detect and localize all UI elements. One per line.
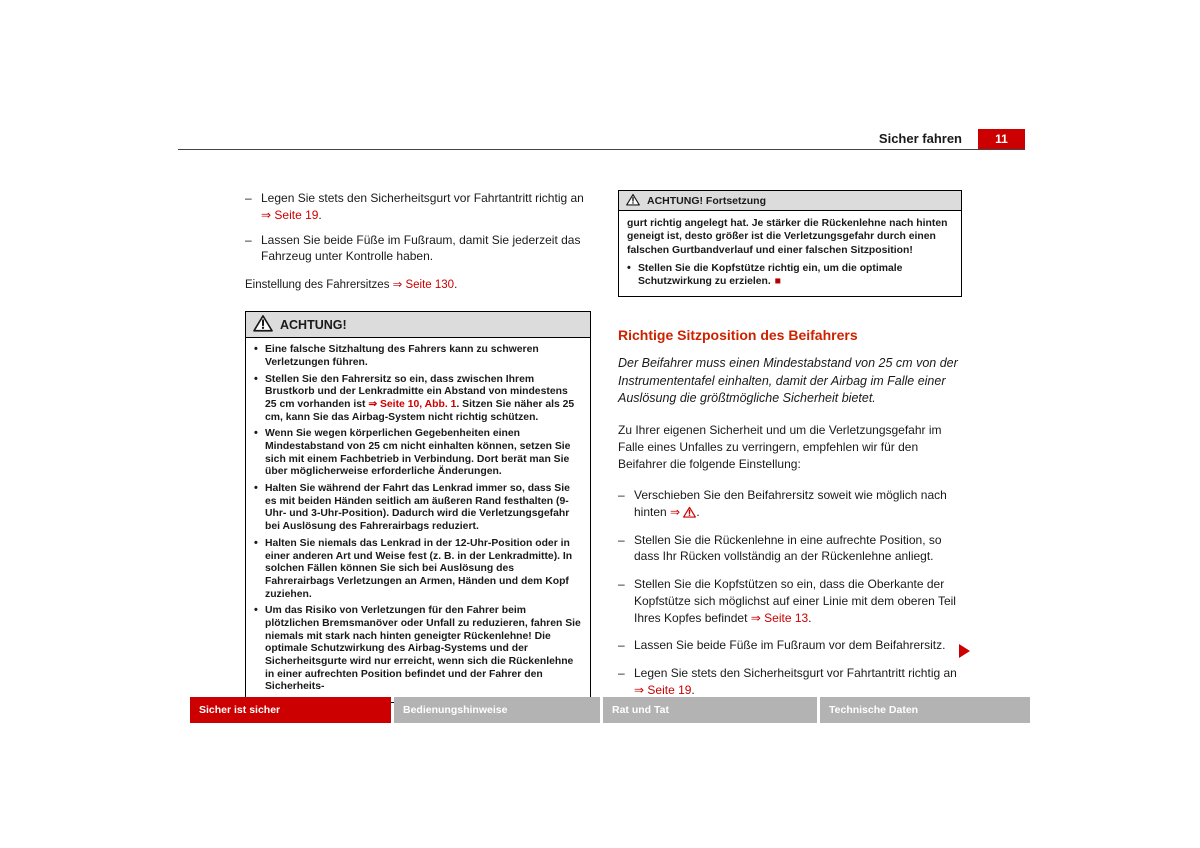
footer-nav bbox=[190, 697, 1030, 723]
item-text: Stellen Sie die Rückenlehne in eine aufrechte Position, so dass Ihr Rücken vollständig an der Rückenlehne anliegt. bbox=[634, 532, 942, 564]
warning-item bbox=[254, 483, 582, 534]
list-item bbox=[245, 232, 591, 266]
item-text: Legen Sie stets den Sicherheitsgurt vor Fahrtantritt richtig an bbox=[634, 666, 957, 681]
warning-text: Halten Sie während der Fahrt das Lenkrad immer so, dass Sie es mit beiden Händen seitlich am äußeren Rand festhalten (9-Uhr- und 3-Uhr-Position). Dadurch wird die Verletzungsgefahr bei Auslösung des Fahrerairbags reduziert. bbox=[265, 483, 570, 533]
warning-triangle-icon bbox=[626, 193, 640, 209]
item-text: Legen Sie stets den Sicherheitsgurt vor Fahrtantritt richtig an bbox=[261, 191, 584, 205]
warning-text: Um das Risiko von Verletzungen für den Fahrer beim plötzlichen Bremsmanöver oder Unfall zu reduzieren, fahren Sie niemals mit stark nach hinten geneigter Rückenlehne! Die optimale Schutzwirkung des Airbag-Systems und der Sicherheitsgurte wird nur erreicht, wenn sich die Rückenlehne in einer aufrechten Position befindet und der Fahrer den Sicherheits- bbox=[265, 605, 581, 693]
warning-icon bbox=[683, 505, 696, 519]
page-reference-link[interactable]: ⇒ Seite 13 bbox=[750, 610, 809, 625]
item-text-end: . bbox=[318, 207, 322, 222]
item-text-end: . bbox=[808, 610, 812, 625]
footer-tab-label: Bedienungshinweise bbox=[403, 704, 508, 716]
section-heading: Richtige Sitzposition des Beifahrers bbox=[618, 327, 858, 344]
footer-tab-label: Technische Daten bbox=[829, 704, 919, 716]
footer-tab-rat-und-tat[interactable] bbox=[603, 697, 817, 723]
note-text-end: . bbox=[454, 279, 458, 292]
item-text: Stellen Sie die Kopfstützen so ein, dass die Oberkante der Kopfstütze sich möglichst auf einer Linie mit dem oberen Teil Ihres Kopfes befindet bbox=[634, 577, 956, 625]
warning-text: Stellen Sie den Fahrersitz so ein, dass zwischen Ihrem Brustkorb und der Lenkradmitte ein Abstand von mindestens 25 cm vorhanden ist bbox=[265, 373, 568, 410]
page-number-badge: 11 bbox=[978, 129, 1025, 149]
warning-item bbox=[627, 263, 953, 288]
list-item bbox=[618, 487, 962, 521]
warning-item bbox=[254, 428, 582, 479]
warning-title: ACHTUNG! bbox=[280, 317, 347, 332]
warning-text: Wenn Sie wegen körperlichen Gegebenheiten einen Mindestabstand von 25 cm nicht einhalten können, setzen Sie sich mit einem Fachbetrieb in Verbindung. Dort berät man Sie über möglicherweise erforderliche Änderungen. bbox=[265, 428, 571, 478]
warning-continuation-title: ACHTUNG! Fortsetzung bbox=[647, 194, 766, 207]
passenger-instruction-list bbox=[618, 487, 962, 699]
body-paragraph: Zu Ihrer eigenen Sicherheit und um die Verletzungsgefahr im Falle eines Unfalles zu verringern, empfehlen wir für den Beifahrer die folgende Einstellung: bbox=[618, 422, 942, 471]
note-text: Einstellung des Fahrersitzes bbox=[245, 279, 393, 292]
page-reference-link[interactable]: ⇒ Seite 130 bbox=[392, 279, 455, 292]
item-text: Verschieben Sie den Beifahrersitz soweit wie möglich nach hinten bbox=[634, 487, 947, 519]
list-item bbox=[618, 665, 962, 699]
header-divider bbox=[178, 149, 1025, 150]
item-text: Lassen Sie beide Füße im Fußraum, damit Sie jederzeit das Fahrzeug unter Kontrolle haben. bbox=[261, 232, 581, 264]
item-text: Lassen Sie beide Füße im Fußraum vor dem Beifahrersitz. bbox=[634, 638, 946, 653]
warning-item bbox=[254, 344, 582, 369]
lead-paragraph: Der Beifahrer muss einen Mindestabstand von 25 cm von der Instrumententafel einhalten, damit der Airbag im Falle einer Auslösung die größtmögliche Sicherheit bietet. bbox=[618, 356, 958, 406]
warning-triangle-icon bbox=[253, 314, 273, 335]
warning-continuation-body bbox=[619, 211, 961, 296]
warning-item bbox=[254, 374, 582, 425]
page-reference-link[interactable]: ⇒ Seite 19 bbox=[261, 207, 319, 222]
warning-text: Eine falsche Sitzhaltung des Fahrers kann zu schweren Verletzungen führen. bbox=[265, 344, 539, 368]
footer-tab-sicher-ist-sicher[interactable] bbox=[190, 697, 391, 723]
left-column bbox=[245, 190, 591, 703]
section-end-marker: ■ bbox=[774, 275, 782, 287]
page-reference-link[interactable]: ⇒ Seite 19 bbox=[634, 683, 692, 698]
warning-continuation-box bbox=[618, 190, 962, 297]
warning-box-header bbox=[246, 312, 590, 338]
item-text-end: . bbox=[696, 504, 700, 519]
warning-box bbox=[245, 311, 591, 703]
footer-tab-bedienungshinweise[interactable] bbox=[394, 697, 600, 723]
seat-adjust-note bbox=[245, 277, 591, 291]
warning-text: Halten Sie niemals das Lenkrad in der 12-Uhr-Position oder in einer anderen Art und Weise fest (z. B. in der Lenkradmitte). In solchen Fällen können Sie sich bei Auslösung des Fahrerairbags Verletzungen an Armen, Händen und dem Kopf zuziehen. bbox=[265, 537, 573, 600]
driver-instruction-list bbox=[245, 190, 591, 265]
list-item bbox=[618, 576, 962, 626]
footer-tab-label: Sicher ist sicher bbox=[199, 704, 281, 716]
warning-paragraph: gurt richtig angelegt hat. Je stärker die Rückenlehne nach hinten geneigt ist, desto größer ist die Verletzungsgefahr durch einen falschen Gurtbandverlauf und einer falschen Sitzposition! bbox=[627, 218, 948, 256]
item-text-end: . bbox=[691, 683, 695, 698]
warning-text-end: . Sitzen Sie näher als 25 cm, kann Sie das Airbag-System nicht richtig schützen. bbox=[265, 398, 575, 423]
warning-box-body bbox=[246, 338, 590, 702]
continuation-arrow-icon bbox=[959, 644, 970, 658]
list-item bbox=[618, 637, 962, 654]
list-item bbox=[245, 190, 591, 224]
warning-text: Stellen Sie die Kopfstütze richtig ein, um die optimale Schutzwirkung zu erzielen. bbox=[638, 262, 903, 287]
footer-tab-label: Rat und Tat bbox=[612, 704, 669, 716]
page-reference-link[interactable]: ⇒ Seite 10, Abb. 1 bbox=[368, 398, 457, 410]
list-item bbox=[618, 532, 962, 566]
footer-tab-technische-daten[interactable] bbox=[820, 697, 1030, 723]
section-title: Sicher fahren bbox=[878, 131, 962, 146]
warning-reference-link[interactable]: ⇒ bbox=[670, 504, 684, 519]
warning-item bbox=[254, 538, 582, 601]
warning-item bbox=[254, 605, 582, 694]
right-column bbox=[618, 190, 962, 710]
warning-continuation-header bbox=[619, 191, 961, 211]
